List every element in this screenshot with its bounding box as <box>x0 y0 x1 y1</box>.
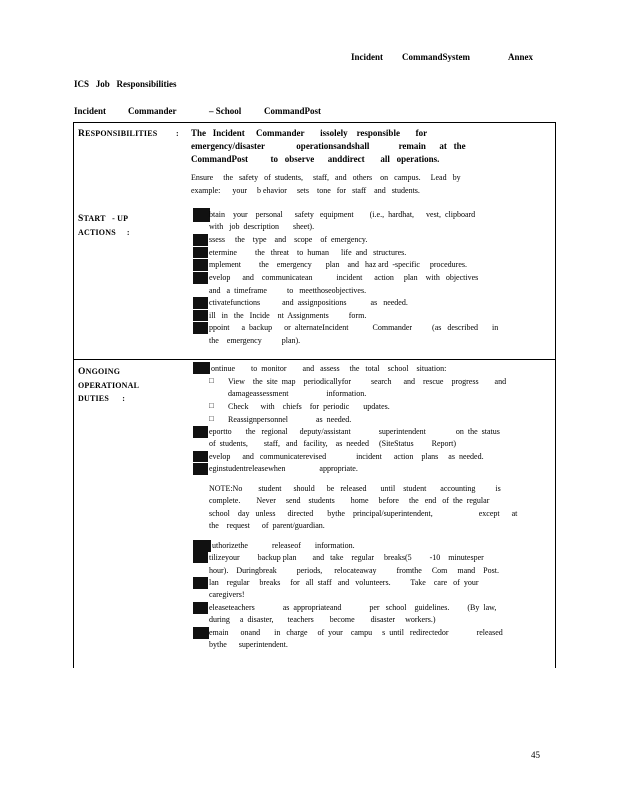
startup-item: ill in the Incide nt Assignments form. <box>209 311 367 320</box>
responsibilities-label <box>78 127 157 141</box>
header-system-word-3: Annex <box>508 52 534 62</box>
ongoing-item: hour). Duringbreak periods, relocateaway fromthe Com mand Post. <box>209 566 499 575</box>
table-top-rule <box>73 122 556 123</box>
startup-item: evelop and communicatean incident action plan with objectives <box>209 273 479 282</box>
startup-item: etermine the threat to human life and structures. <box>209 248 407 257</box>
redaction-block <box>193 451 208 462</box>
ongoing-item: emain onand in charge of your campu s until redirectedor released <box>209 628 503 637</box>
ongoing-item: eginstudentreleasewhen appropriate. <box>209 464 358 473</box>
redaction-block <box>193 208 210 222</box>
ongoing-item: bythe superintendent. <box>209 640 288 649</box>
redaction-block <box>193 463 208 475</box>
startup-label-cap: S <box>78 214 84 224</box>
redaction-block <box>193 272 208 284</box>
ongoing-note: the request of parent/guardian. <box>209 521 325 530</box>
redaction-block <box>193 259 208 271</box>
startup-label-line-2: ACTIONS : <box>78 228 130 237</box>
ongoing-item: of students, staff, and facility, as needed (SiteStatus Report) <box>209 439 457 448</box>
responsibilities-body-line-2: example: your b ehavior sets tone for staff and students. <box>191 186 420 195</box>
table-section-divider <box>73 359 556 360</box>
startup-item: ctivatefunctions and assignpositions as needed. <box>209 298 408 307</box>
ongoing-note: NOTE:No student should be released until student accounting is <box>209 484 501 493</box>
ongoing-item: eleaseteachers as appropriateand per school guidelines. (By law, <box>209 603 497 612</box>
ongoing-subitem: View the site map periodicallyfor search and rescue progress and <box>228 377 507 386</box>
responsibilities-intro-line-3: CommandPost to observe anddirect all operations. <box>191 154 440 164</box>
redaction-block <box>193 362 210 374</box>
ongoing-note: school day unless directed bythe principal/superintendent, except at <box>209 509 518 518</box>
ongoing-label <box>78 365 139 405</box>
page-number: 45 <box>531 750 540 760</box>
startup-item: ssess the type and scope of emergency. <box>209 235 368 244</box>
ongoing-item: evelop and communicaterevised incident action plans as needed. <box>209 452 484 461</box>
redaction-block <box>193 627 209 639</box>
redaction-block <box>193 234 208 246</box>
header-system-word-2: CommandSystem <box>402 52 471 62</box>
document-title: ICS Job Responsibilities <box>74 79 177 89</box>
ongoing-item: ontinue to monitor and assess the total school situation: <box>211 364 447 373</box>
role-word-4: CommandPost <box>264 106 322 116</box>
responsibilities-intro-line-1: The Incident Commander issolely responsible for <box>191 128 428 138</box>
startup-label <box>78 212 130 239</box>
ongoing-item: during a disaster, teachers become disaster workers.) <box>209 615 436 624</box>
startup-label-line-1: TART - UP <box>83 214 129 223</box>
responsibilities-colon: : <box>176 129 179 138</box>
ongoing-item: tilizeyour backup plan and take regular breaks(5 -10 minutesper <box>209 553 484 562</box>
checkbox-bullet-icon: □ <box>209 376 214 385</box>
redaction-block <box>193 297 208 309</box>
redaction-block <box>193 577 208 589</box>
startup-item: btain your personal safety equipment (i.e., hardhat, vest, clipboard <box>209 210 476 219</box>
redaction-block <box>193 540 211 552</box>
redaction-block <box>193 322 208 334</box>
redaction-block <box>193 552 208 563</box>
ongoing-item: caregivers! <box>209 590 245 599</box>
redaction-block <box>193 247 208 258</box>
startup-item: ppoint a backup or alternateIncident Commander (as described in <box>209 323 499 332</box>
ongoing-label-line-1: NGOING <box>85 367 121 376</box>
startup-item: and a timeframe to meetthoseobjectives. <box>209 286 367 295</box>
ongoing-item: eportto the regional deputy/assistant superintendent on the status <box>209 427 500 436</box>
startup-item: mplement the emergency plan and haz ard -specific procedures. <box>209 260 467 269</box>
redaction-block <box>193 310 208 321</box>
responsibilities-label-rest: ESPONSIBILITIES <box>85 129 158 138</box>
ongoing-label-line-2: OPERATIONAL <box>78 381 140 390</box>
ongoing-item: uthorizethe releaseof information. <box>212 541 355 550</box>
redaction-block <box>193 426 208 438</box>
startup-item: with job description sheet). <box>209 222 315 231</box>
ongoing-note: complete. Never send students home before the end of the regular <box>209 496 490 505</box>
ongoing-subitem: Reassignpersonnel as needed. <box>228 415 352 424</box>
role-word-3: – School <box>209 106 242 116</box>
role-word-1: Incident <box>74 106 107 116</box>
checkbox-bullet-icon: □ <box>209 401 214 410</box>
ongoing-label-line-3: DUTIES : <box>78 394 126 403</box>
startup-item: the emergency plan). <box>209 336 301 345</box>
responsibilities-body-line-1: Ensure the safety of students, staff, and others on campus. Lead by <box>191 173 461 182</box>
ongoing-subitem: Check with chiefs for periodic updates. <box>228 402 390 411</box>
ongoing-subitem: damageassessment information. <box>228 389 367 398</box>
redaction-block <box>193 602 208 614</box>
responsibilities-label-cap: R <box>78 129 86 139</box>
header-system-word-1: Incident <box>351 52 384 62</box>
role-word-2: Commander <box>128 106 177 116</box>
ongoing-label-cap: O <box>78 367 86 377</box>
responsibilities-intro-line-2: emergency/disaster operationsandshall remain at the <box>191 141 466 151</box>
checkbox-bullet-icon: □ <box>209 414 214 423</box>
ongoing-item: lan regular breaks for all staff and volunteers. Take care of your <box>209 578 479 587</box>
